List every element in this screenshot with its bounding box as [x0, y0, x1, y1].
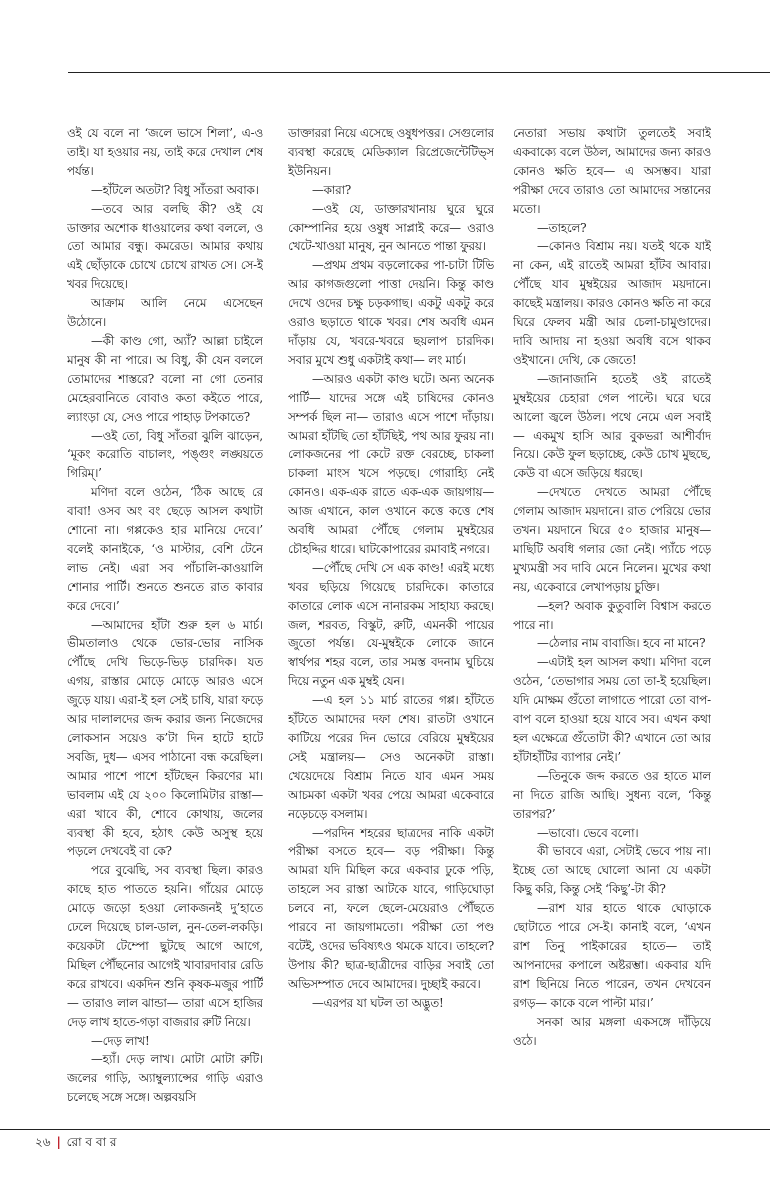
paragraph: —জানাজানি হতেই ওই রাতেই মুম্বইয়ের চেহারা গেল পাল্টে। ঘরে ঘরে আলো জ্বলে উঠল। পথে নেমে এল সবাই— একমুখ হাসি আর বুকভরা আশীর্বাদ নিয়ে। কেউ ফুল ছড়াচ্ছে, কেউ চোখ মুছছে, কেউ বা এসে জড়িয়ে ধরছে।	[513, 371, 711, 481]
paragraph: —পৌঁছে দেখি সে এক কাণ্ড! এরই মধ্যে খবর ছড়িয়ে গিয়েছে চারদিকে। কাতারে কাতারে লোক এসে নানারকম সাহায্য করছে। জল, শরবত, বিস্কুট, রুটি, এমনকী পায়ের জুতো পর্যন্ত। যে-মুম্বইকে লোকে জানে স্বার্থপর শহর বলে, তার সমস্ত বদনাম ঘুচিয়ে দিয়ে নতুন এক মুম্বই যেন।	[288, 560, 494, 689]
paragraph: সনকা আর মঙ্গলা একসঙ্গে দাঁড়িয়ে ওঠে।	[513, 1014, 711, 1048]
paragraph: আক্রাম আলি নেমে এসেছেন উঠোনে।	[67, 296, 263, 330]
column-2	[288, 124, 494, 1013]
paragraph: কী ভাববে এরা, সেটাই ভেবে পায় না। ইচ্ছে তো আছে ঘোলো আনা যে একটা কিছু করি, কিন্তু সেই ‘কিছু’-টা কী?	[513, 844, 711, 897]
article-body	[0, 124, 770, 1119]
paragraph: —আরও একটা কাণ্ড ঘটে। অন্য অনেক পার্টি— যাদের সঙ্গে এই চাষিদের কোনও সম্পর্ক ছিল না— তারাও এসে পাশে দাঁড়ায়। আমরা হাঁটছি তো হাঁটছিই, পথ আর ফুরয় না। লোকজনের পা কেটে রক্ত বেরচ্ছে, চাকলা চাকলা মাংস খসে পড়ছে। গোরাহ্যি নেই কোনও। এক-এক রাতে এক-এক জায়গায়— আজ এখানে, কাল ওখানে কত্তে কত্তে শেষ অবধি আমরা পৌঁছে গেলাম মুম্বইয়ের চৌহদ্দির ধারে। ঘাটকোপারের রমাবাই নগরে।	[288, 371, 494, 556]
paragraph: —এ হল ১১ মার্চ রাতের গপ্প। হাঁটতে হাঁটতে আমাদের দফা শেষ। রাতটা ওখানে কাটিয়ে পরের দিন ভোরে বেরিয়ে মুম্বইয়ের সেই মন্ত্রালয়— সেও অনেকটা রাস্তা। খেয়েদেয়ে বিশ্রাম নিতে যাব এমন সময় আচমকা একটা খবর পেয়ে আমরা একেবারে নড়েচড়ে বসলাম।	[288, 693, 494, 821]
paragraph: —ওই যে, ডাক্তারখানায় ঘুরে ঘুরে কোম্পানির হয়ে ওষুধ সাপ্লাই করে— ওরাও খেটে-খাওয়া মানুষ, নুন আনতে পান্তা ফুরয়।	[288, 201, 494, 254]
top-rule	[68, 72, 770, 73]
paragraph: —হল? অবাক কুতুবালি বিশ্বাস করতে পারে না।	[513, 598, 711, 632]
paragraph: —প্রথম প্রথম বড়লোকের পা-চাটা টিভি আর কাগজগুলো পাত্তা দেয়নি। কিন্তু কাণ্ড দেখে ওদের চক্ষু চড়কগাছ। একটু একটু করে ওরাও ছড়াতে থাকে খবর। শেষ অবধি এমন দাঁড়ায় যে, খবরে-খবরে ছয়লাপ চারদিক। সবার মুখে শুধু একটাই কথা— লং মার্চ।	[288, 258, 494, 367]
paragraph: ডাক্তাররা নিয়ে এসেছে ওষুধপত্তর। সেগুলোর ব্যবস্থা করেছে মেডিক্যাল রিপ্রেজেন্টেটিভ্‌স ইউনিয়ন।	[288, 126, 494, 178]
paragraph: মণিদা বলে ওঠেন, ‘ঠিক আছে রে বাবা! ওসব অং বং ছেড়ে আসল কথাটা শোনো না। গপ্পকেও হার মানিয়ে দেবে।’ বলেই কানাইকে, ‘ও মাস্টার, বেশি টেনে লাভ নেই। এরা সব পাঁচালি-কাওয়ালি শোনার পার্টি। শুনতে শুনতে রাত কাবার করে দেবে।’	[67, 485, 263, 613]
paragraph: পরে বুঝেছি, সব ব্যবস্থা ছিল। কারও কাছে হাত পাততে হয়নি। গাঁয়ের মোড়ে মোড়ে জড়ো হওয়া লোকজনই দু’হাতে ঢেলে দিয়েছে চাল-ডাল, নুন-তেল-লকড়ি। কয়েকটা টেম্পো ছুটছে আগে আগে, মিছিল পৌঁছনোর আগেই খাবারদাবার রেডি করে রাখবে। একদিন শুনি কৃষক-মজুর পার্টি— তারাও লাল ঝান্ডা— তারা এসে হাজির দেড় লাখ হাতে-গড়া বাজরার রুটি নিয়ে।	[67, 863, 263, 1029]
paragraph: —কী কাণ্ড গো, অ্যাঁ? আল্লা চাইলে মানুষ কী না পারে। অ বিধু, কী যেন বললে তোমাদের শাস্তরে? বলো না গো তেনার মেহেরবানিতে বোবাও কতা কইতে পারে, ল্যাংড়া যে, সেও পারে পাহাড় টপকাতে?	[67, 333, 263, 424]
paragraph: —হ্যাঁ। দেড় লাখ। মোটা মোটা রুটি। জলের গাড়ি, অ্যাম্বুল্যান্সের গাড়ি এরাও চলেছে সঙ্গে সঙ্গে। অল্পবয়সি	[67, 1052, 263, 1105]
paragraph: —ওই তো, বিধু সাঁতরা ঝুলি ঝাড়েন, ‘মূকং করোতি বাচালং, পঙ্গুং লঙ্ঘয়তে গিরিম্।’	[67, 428, 263, 481]
paragraph: —পরদিন শহরের ছাত্রদের নাকি একটা পরীক্ষা বসতে হবে— বড় পরীক্ষা। কিন্তু আমরা যদি মিছিল করে একবার ঢুকে পড়ি, তাহলে সব রাস্তা আটকে যাবে, গাড়িঘোড়া চলবে না, ফলে ছেলে-মেয়েরাও পৌঁছতে পারবে না জায়গামতো। পরীক্ষা তো পণ্ড বটেই, ওদের ভবিষ্যৎও থমকে যাবে। তাহলে? উপায় কী? ছাত্র-ছাত্রীদের বাড়ির সবাই তো অভিসম্পাত দেবে আমাদের। দুচ্ছাই করবে।	[288, 825, 494, 991]
paragraph: —এরপর যা ঘটল তা অদ্ভুত!	[312, 995, 444, 1010]
paragraph: —হাঁটলে অতটা? বিধু সাঁতরা অবাক।	[91, 182, 259, 197]
paragraph: —রাশ যার হাতে থাকে ঘোড়াকে ছোটাতে পারে সে-ই। কানাই বলে, ‘এখন রাশ তিনু পাইকারের হাতে— তাই আপনাদের কপালে অষ্টরম্ভা। একবার যদি রাশ ছিনিয়ে নিতে পারেন, তখন দেখবেন রগড়— কাকে বলে পাল্টা মার।’	[513, 901, 711, 1010]
page-number: ২৬	[35, 1135, 51, 1149]
column-3	[513, 124, 711, 1050]
paragraph: —ভাবো। ভেবে বলো।	[537, 825, 639, 840]
paragraph: —আমাদের হাঁটা শুরু হল ৬ মার্চ। ভীমতালাও থেকে ভোর-ভোর নাসিক পৌঁছে দেখি ভিড়ে-ভিড় চারদিক। যত এগয়, রাস্তার মোড়ে মোড়ে আরও এসে জুড়ে যায়। এরা-ই হল সেই চাষি, যারা ফড়ে আর দালালদের জব্দ করার জন্য নিজেদের লোকসান সয়েও ক’টা দিন হাটে হাটে সবজি, দুধ— এসব পাঠানো বন্ধ করেছিল। আমার পাশে পাশে হাঁটছেন কিরণের মা। ভাবলাম এই যে ২০০ কিলোমিটার রাস্তা— এরা খাবে কী, শোবে কোথায়, জলের ব্যবস্থা কী হবে, হঠাৎ কেউ অসুস্থ হয়ে পড়লে দেখবেই বা কে?	[67, 617, 263, 859]
paragraph: —দেড় লাখ!	[91, 1033, 150, 1048]
paragraph: —কোনও বিশ্রাম নয়। যতই থকে যাই না কেন, এই রাতেই আমরা হাঁটব আবার। পৌঁছে যাব মুম্বইয়ের আজাদ ময়দানে। কাছেই মন্ত্রালয়। কারও কোনও ক্ষতি না করে ঘিরে ফেলব মন্ত্রী আর চেলা-চামুণ্ডাদের। দাবি আদায় না হওয়া অবধি বসে থাকব ওইখানে। দেখি, কে জেতে!	[513, 239, 711, 367]
paragraph: —ঠেলার নাম বাবাজি। হবে না মানে?	[537, 636, 706, 651]
page-footer	[35, 1133, 117, 1151]
column-1	[67, 124, 263, 1107]
magazine-name: রো ব বা র	[66, 1135, 117, 1149]
paragraph: —দেখতে দেখতে আমরা পৌঁছে গেলাম আজাদ ময়দানে। রাত পেরিয়ে ভোর তখন। ময়দানে ঘিরে ৫০ হাজার মানুষ— মাছিটি অবধি গলার জো নেই। প্যাঁচে পড়ে মুখ্যমন্ত্রী সব দাবি মেনে নিলেন। মুখের কথা নয়, একেবারে লেখাপড়ায় চুক্তি।	[513, 485, 711, 594]
bottom-rule	[0, 1129, 770, 1130]
paragraph: —তবে আর বলছি কী? ওই যে ডাক্তার অশোক ধাওয়ালের কথা বললে, ও তো আমার বন্ধু। কমরেড। আমার কথায় এই ছোঁড়াকে চোখে চোখে রাখত সে। সে-ই খবর দিয়েছে।	[67, 201, 263, 292]
paragraph: —এটাই হল আসল কথা। মণিদা বলে ওঠেন, ‘তেভাগার সময় তো তা-ই হয়েছিল। যদি মোক্ষম গুঁতো লাগাতে পারো তো বাপ-বাপ বলে হাওয়া হয়ে যাবে সব। এখন কথা হল এক্ষেত্রে গুঁতোটা কী? এখানে তো আর হাঁটাহাঁটির ব্যাপার নেই।’	[513, 655, 711, 764]
paragraph: —তিনুকে জব্দ করতে ওর হাতে মাল না দিতে রাজি আছি। সুধন্য বলে, ‘কিন্তু তারপর?’	[513, 768, 711, 821]
paragraph: নেতারা সভায় কথাটা তুলতেই সবাই একবাক্যে বলে উঠল, আমাদের জন্য কারও কোনও ক্ষতি হবে— এ অসম্ভব। যারা পরীক্ষা দেবে তারাও তো আমাদের সন্তানের মতো।	[513, 126, 711, 216]
footer-separator: |	[56, 1135, 61, 1149]
paragraph: —কারা?	[312, 182, 352, 197]
paragraph: ওই যে বলে না ‘জলে ভাসে শিলা’, এ-ও তাই। যা হওয়ার নয়, তাই করে দেখাল শেষ পর্যন্ত।	[67, 126, 263, 178]
paragraph: —তাহলে?	[537, 220, 587, 235]
